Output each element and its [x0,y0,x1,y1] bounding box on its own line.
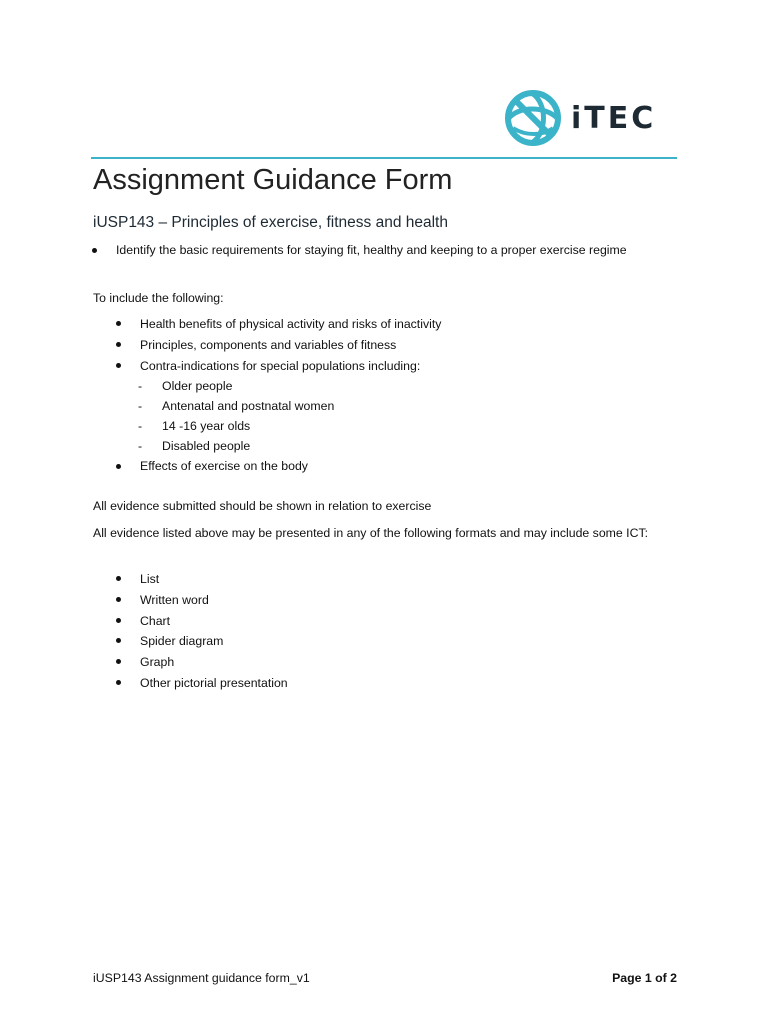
list-item-text: Principles, components and variables of fitness [140,338,397,352]
page-title: Assignment Guidance Form [93,164,453,196]
list-item-text: List [140,572,160,586]
sub-list-item [138,438,334,458]
include-list [116,316,441,379]
list-item-text: Effects of exercise on the body [140,459,308,473]
dash-icon: - [138,439,143,453]
bullet-icon [116,659,121,664]
list-item-text: Chart [140,613,171,628]
bullet-icon [116,321,121,326]
bullet-icon [116,680,121,685]
footer-page-number: Page 1 of 2 [612,971,677,985]
globe-logo-icon [503,88,563,148]
list-item-text: Health benefits of physical activity and risks of inactivity [140,317,442,331]
dash-icon: - [138,419,143,433]
bullet-icon [116,363,121,368]
special-populations-list [138,378,334,458]
bullet-icon [116,576,121,581]
itec-logo [503,86,656,150]
sub-list-item-text: Disabled people [162,439,251,453]
dash-icon: - [138,379,143,393]
sub-list-item-text: Antenatal and postnatal women [162,399,335,413]
dash-icon: - [138,399,143,413]
list-item [116,675,288,696]
bullet-icon [116,464,121,469]
sub-list-item-text: 14 -16 year olds [162,419,251,433]
list-item-text: Contra-indications for special populations including: [140,359,421,373]
list-item [116,337,441,358]
unit-subtitle: iUSP143 – Principles of exercise, fitness and health [93,214,448,231]
sub-list-item [138,398,334,418]
logo-wordmark: iTEC [571,100,657,136]
list-item-text: Spider diagram [140,634,224,649]
formats-line: All evidence listed above may be presented in any of the following formats and may include some ICT: [93,526,649,540]
list-item [116,358,441,379]
list-item [116,654,288,675]
sub-list-item-text: Older people [162,379,233,393]
list-item [116,613,288,634]
include-heading: To include the following: [93,291,224,305]
effects-list [116,459,308,473]
list-item [116,592,288,613]
formats-list [116,571,288,696]
list-item [116,571,288,592]
bullet-icon [116,597,121,602]
list-item [116,459,308,473]
list-item [116,316,441,337]
evidence-line: All evidence submitted should be shown in relation to exercise [93,499,432,513]
list-item-text: Identify the basic requirements for staying fit, healthy and keeping to a proper exercise regime [116,243,627,257]
sub-list-item [138,378,334,398]
list-item [116,633,288,654]
bullet-icon [116,638,121,643]
list-item-text: Written word [140,592,209,607]
list-item [92,243,627,257]
list-item-text: Other pictorial presentation [140,675,288,690]
bullet-icon [116,342,121,347]
bullet-icon [116,618,121,623]
header-rule [91,157,677,159]
footer-document-name: iUSP143 Assignment guidance form_v1 [93,971,310,985]
intro-list [92,243,627,257]
list-item-text: Graph [140,655,175,670]
sub-list-item [138,418,334,438]
bullet-icon [92,248,97,253]
